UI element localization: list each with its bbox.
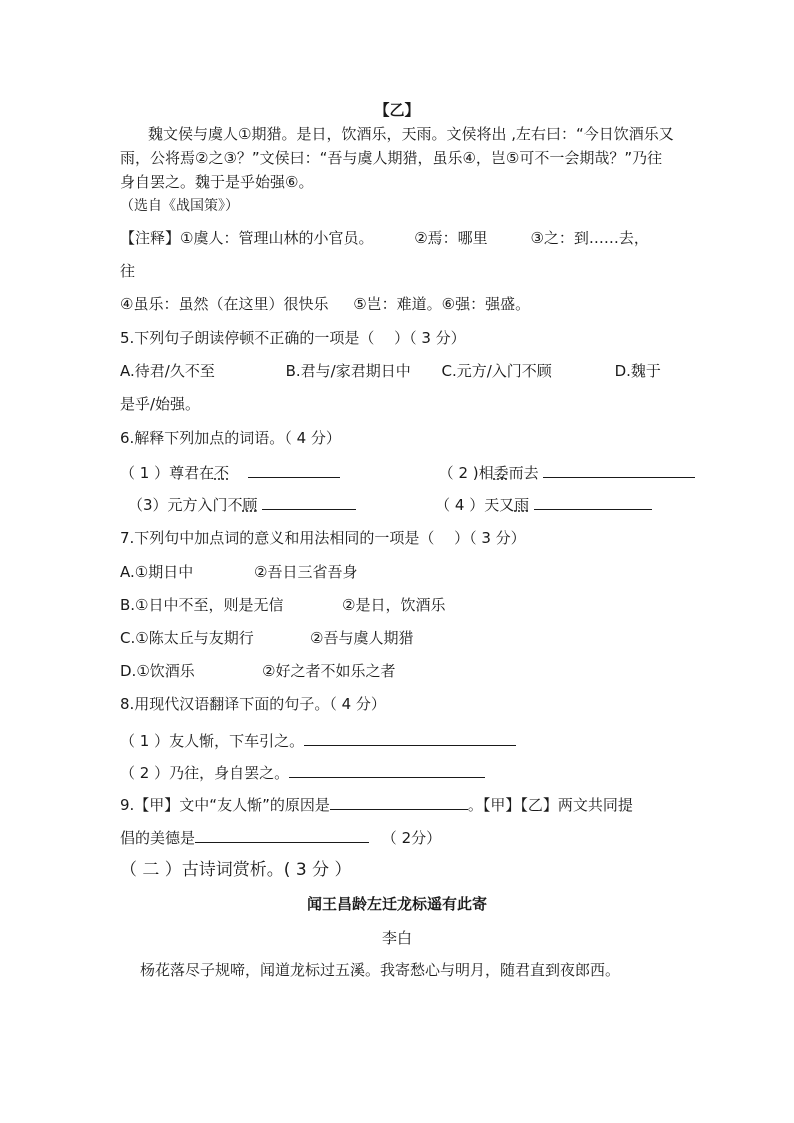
q5-options: [120, 361, 661, 381]
q5-stem: 5.下列句子朗读停顿不正确的一项是（ ）（ 3 分）: [120, 329, 466, 347]
q9-part-2: 。【甲】【乙】两文共同提: [467, 796, 633, 814]
q7-option-a-2: ②吾日三省吾身: [254, 563, 358, 581]
notes-line-1: [120, 228, 649, 248]
q6-item-1-dotted-word: 不: [214, 464, 230, 482]
q5-option-d-cont: 是乎/始强。: [120, 395, 201, 413]
q5-option-b: B.君与/家君期日中: [285, 362, 411, 380]
q6-item-4-dotted-word: 雨: [514, 496, 530, 514]
passage-line-1: 魏文侯与虞人①期猎。是日，饮酒乐，天雨。文侯将出 ,左右曰：“今日饮酒乐又: [148, 125, 674, 143]
q7-option-d-1: D.①饮酒乐: [120, 662, 195, 680]
q6-item-3-dotted-word: 顾: [242, 496, 258, 514]
q6-item-4: （ 4 ）天又: [435, 496, 515, 514]
q7-option-c-2: ②吾与虞人期猎: [310, 629, 414, 647]
q6-stem: 6.解释下列加点的词语。（ 4 分）: [120, 429, 341, 447]
poem-text: 杨花落尽子规啼，闻道龙标过五溪。我寄愁心与明月，随君直到夜郎西。: [140, 961, 621, 979]
q7-option-c-1: C.①陈太丘与友期行: [120, 629, 254, 647]
q7-stem: 7.下列句中加点词的意义和用法相同的一项是（ ）（ 3 分）: [120, 529, 526, 547]
q7-option-b: [120, 595, 445, 615]
notes-line-3: [120, 294, 530, 314]
section-2-heading: （ 二 ）古诗词赏析。( 3 分 ）: [120, 860, 352, 880]
note-1: 【注释】①虞人：管理山林的小官员。: [120, 229, 374, 247]
q6-item-2-answer-blank[interactable]: [543, 462, 695, 478]
q5-option-d: D.魏于: [614, 362, 661, 380]
poem-title: 闻王昌龄左迁龙标遥有此寄: [306, 895, 487, 913]
q9-answer-blank-1[interactable]: [330, 794, 468, 810]
passage-line-2: 雨，公将焉②之③？”文侯曰：“吾与虞人期猎，虽乐④，岂⑤可不一会期哉？”乃往: [120, 149, 663, 167]
q9-answer-blank-2[interactable]: [195, 827, 369, 843]
q6-item-2-dotted-word: 委: [493, 464, 509, 482]
q6-item-3-answer-blank[interactable]: [262, 494, 356, 510]
passage-line-3: 身自罢之。魏于是乎始强⑥。: [120, 173, 314, 191]
q8-row-2: [120, 762, 485, 783]
q5-option-a: A.待君/久不至: [120, 362, 215, 380]
q7-option-a: [120, 562, 357, 582]
q8-item-2-answer-blank[interactable]: [289, 762, 485, 778]
section-yi-heading: 【乙】: [374, 101, 420, 119]
q7-option-d: [120, 661, 395, 681]
q6-item-2-suffix: 而去: [508, 464, 539, 482]
q8-stem: 8.用现代汉语翻译下面的句子。（ 4 分）: [120, 695, 386, 713]
q7-option-c: [120, 628, 413, 648]
q8-item-2: （ 2 ）乃往，身自罢之。: [120, 764, 290, 782]
q6-item-4-answer-blank[interactable]: [534, 494, 652, 510]
q9-line-1: [120, 794, 633, 815]
q9-line-2: [120, 827, 441, 848]
q6-item-2: （ 2 )相: [438, 464, 494, 482]
note-3: ③之：到……去，: [530, 229, 649, 247]
q8-row-1: [120, 730, 516, 751]
q9-part-3: 倡的美德是: [120, 829, 196, 847]
q6-row-1: [120, 462, 695, 483]
note-2: ②焉：哪里: [414, 229, 488, 247]
note-5-6: ⑤岂：难道。⑥强：强盛。: [353, 295, 531, 313]
note-4: ④虽乐：虽然（在这里）很快乐: [120, 295, 329, 313]
q6-item-3: （3）元方入门不: [128, 496, 243, 514]
q6-item-1-answer-blank[interactable]: [248, 462, 340, 478]
q7-option-a-1: A.①期日中: [120, 563, 194, 581]
q8-item-1: （ 1 ）友人惭，下车引之。: [120, 732, 305, 750]
q6-item-2-wrap: [439, 463, 539, 483]
notes-line-2: 往: [120, 262, 136, 280]
q6-item-1: （ 1 ）尊君在: [120, 464, 215, 482]
q5-option-c: C.元方/入门不顾: [441, 362, 552, 380]
q7-option-d-2: ②好之者不如乐之者: [262, 662, 396, 680]
q9-part-1: 9.【甲】文中“友人惭”的原因是: [120, 796, 330, 814]
q7-option-b-2: ②是日，饮酒乐: [342, 596, 446, 614]
q6-item-4-wrap: [435, 495, 529, 515]
passage-source: （选自《战国策》）: [120, 198, 239, 214]
poem-author: 李白: [381, 929, 412, 947]
q8-item-1-answer-blank[interactable]: [304, 730, 516, 746]
q6-row-2: [128, 494, 652, 515]
q7-option-b-1: B.①日中不至，则是无信: [120, 596, 284, 614]
q9-part-4: （ 2分）: [381, 829, 442, 847]
